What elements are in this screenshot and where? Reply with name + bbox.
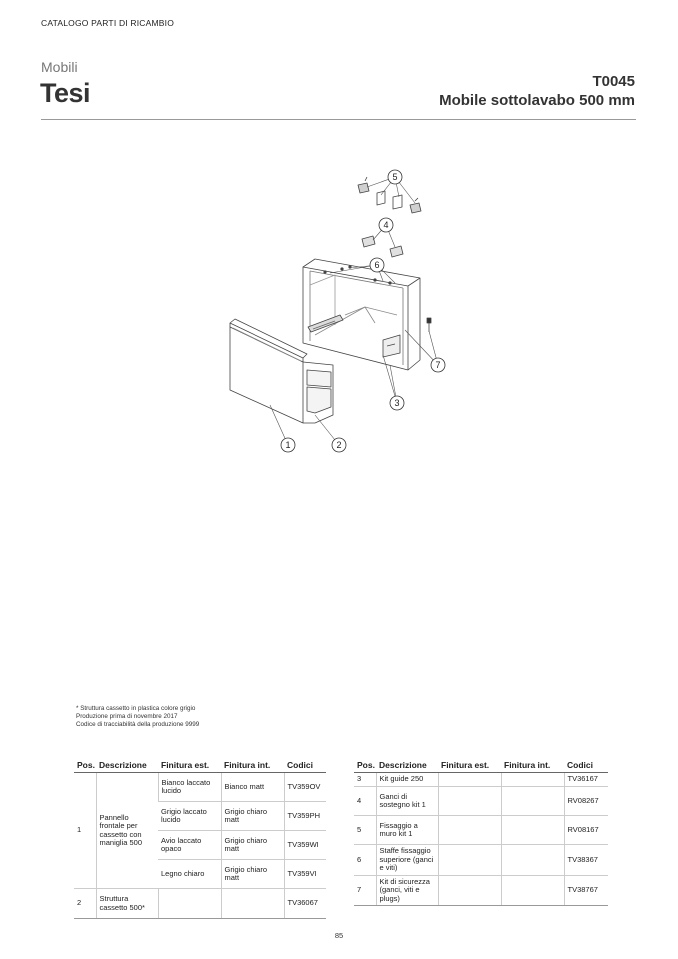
col-pos: Pos.: [354, 758, 376, 773]
cell-descrizione: Kit guide 250: [376, 773, 438, 787]
cell-finitura-est: Grigio laccato lucido: [158, 802, 221, 831]
cell-finitura-int: [501, 773, 564, 787]
cell-pos: 7: [354, 875, 376, 906]
table-row: [354, 816, 608, 845]
page-number: 85: [334, 931, 344, 940]
svg-text:4: 4: [383, 220, 389, 230]
wall-fixing-part: [358, 177, 421, 213]
table-row: [74, 889, 326, 919]
table-header-row: [354, 758, 608, 773]
cell-descrizione: Fissaggio a muro kit 1: [376, 816, 438, 845]
cell-finitura-int: [501, 875, 564, 906]
table-header-row: [74, 758, 326, 773]
header-divider: [41, 119, 636, 120]
cell-finitura-int: Bianco matt: [221, 773, 284, 802]
cell-finitura-int: [501, 787, 564, 816]
cell-code: TV359WI: [284, 831, 326, 860]
cell-finitura-est: Bianco laccato lucido: [158, 773, 221, 802]
parts-table-right: [354, 758, 608, 906]
svg-text:6: 6: [374, 260, 380, 270]
callout-7: [431, 358, 445, 372]
cell-code: TV38767: [564, 875, 608, 906]
cell-finitura-est: Avio laccato opaco: [158, 831, 221, 860]
cell-finitura-int: [501, 816, 564, 845]
cell-code: RV08167: [564, 816, 608, 845]
col-pos: Pos.: [74, 758, 96, 773]
table-row: [74, 773, 326, 802]
col-finitura-est: Finitura est.: [158, 758, 221, 773]
cell-code: TV36067: [284, 889, 326, 919]
cell-pos: 4: [354, 787, 376, 816]
cell-descrizione: Kit di sicurezza (ganci, viti e plugs): [376, 875, 438, 906]
cell-pos: 3: [354, 773, 376, 787]
cell-finitura-int: [221, 889, 284, 919]
cell-finitura-int: Grigio chiaro matt: [221, 860, 284, 889]
drawer-box: [303, 362, 333, 423]
cell-finitura-est: [438, 875, 501, 906]
cell-finitura-est: [438, 787, 501, 816]
cell-descrizione: Staffe fissaggio superiore (ganci e viti): [376, 845, 438, 876]
footnotes: [76, 705, 199, 729]
table-row: [354, 787, 608, 816]
screw-part: [427, 318, 431, 332]
note-line: * Struttura cassetto in plastica colore grigio: [76, 705, 196, 712]
cell-descrizione: Struttura cassetto 500*: [96, 889, 158, 919]
section-label: Mobili: [41, 59, 78, 75]
cell-pos: 6: [354, 845, 376, 876]
note-line: Codice di tracciabilità della produzione 9999: [76, 721, 200, 728]
col-descrizione: Descrizione: [96, 758, 158, 773]
cell-code: TV359VI: [284, 860, 326, 889]
col-codici: Codici: [564, 758, 608, 773]
hook-part: [362, 236, 403, 257]
col-codici: Codici: [284, 758, 326, 773]
drawer-front-panel: [230, 319, 307, 423]
cell-finitura-est: [438, 845, 501, 876]
cell-code: RV08267: [564, 787, 608, 816]
callout-6: [370, 258, 384, 272]
svg-text:1: 1: [285, 440, 291, 450]
cell-descrizione: Ganci di sostegno kit 1: [376, 787, 438, 816]
svg-text:7: 7: [435, 360, 441, 370]
callout-1: [281, 438, 295, 452]
svg-text:3: 3: [394, 398, 400, 408]
table-row: [354, 875, 608, 906]
cabinet-body: [303, 259, 420, 370]
col-finitura-est: Finitura est.: [438, 758, 501, 773]
cell-finitura-int: [501, 845, 564, 876]
table-row: [354, 773, 608, 787]
cell-code: TV36167: [564, 773, 608, 787]
exploded-diagram: [215, 165, 465, 460]
callout-4: [379, 218, 393, 232]
col-descrizione: Descrizione: [376, 758, 438, 773]
cell-finitura-est: [438, 773, 501, 787]
table-row: [354, 845, 608, 876]
series-title: Tesi: [40, 78, 91, 108]
cell-finitura-est: Legno chiaro: [158, 860, 221, 889]
callout-2: [332, 438, 346, 452]
cell-code: TV38367: [564, 845, 608, 876]
cell-pos: 5: [354, 816, 376, 845]
cell-pos: 2: [74, 889, 96, 919]
note-line: Produzione prima di novembre 2017: [76, 713, 178, 720]
callout-5: [388, 170, 402, 184]
cell-descrizione: Pannello frontale per cassetto con maniglia 500: [96, 773, 158, 889]
cell-pos: 1: [74, 773, 96, 889]
product-code: T0045: [592, 73, 635, 90]
cell-code: TV359PH: [284, 802, 326, 831]
cell-finitura-est: [438, 816, 501, 845]
col-finitura-int: Finitura int.: [221, 758, 284, 773]
svg-text:5: 5: [392, 172, 398, 182]
product-name: Mobile sottolavabo 500 mm: [439, 92, 635, 109]
cell-finitura-int: Grigio chiaro matt: [221, 831, 284, 860]
catalog-header: CATALOGO PARTI DI RICAMBIO: [41, 18, 175, 28]
cell-code: TV359OV: [284, 773, 326, 802]
col-finitura-int: Finitura int.: [501, 758, 564, 773]
cell-finitura-int: Grigio chiaro matt: [221, 802, 284, 831]
svg-text:2: 2: [336, 440, 342, 450]
parts-table-left: [74, 758, 326, 919]
callout-3: [390, 396, 404, 410]
cell-finitura-est: [158, 889, 221, 919]
